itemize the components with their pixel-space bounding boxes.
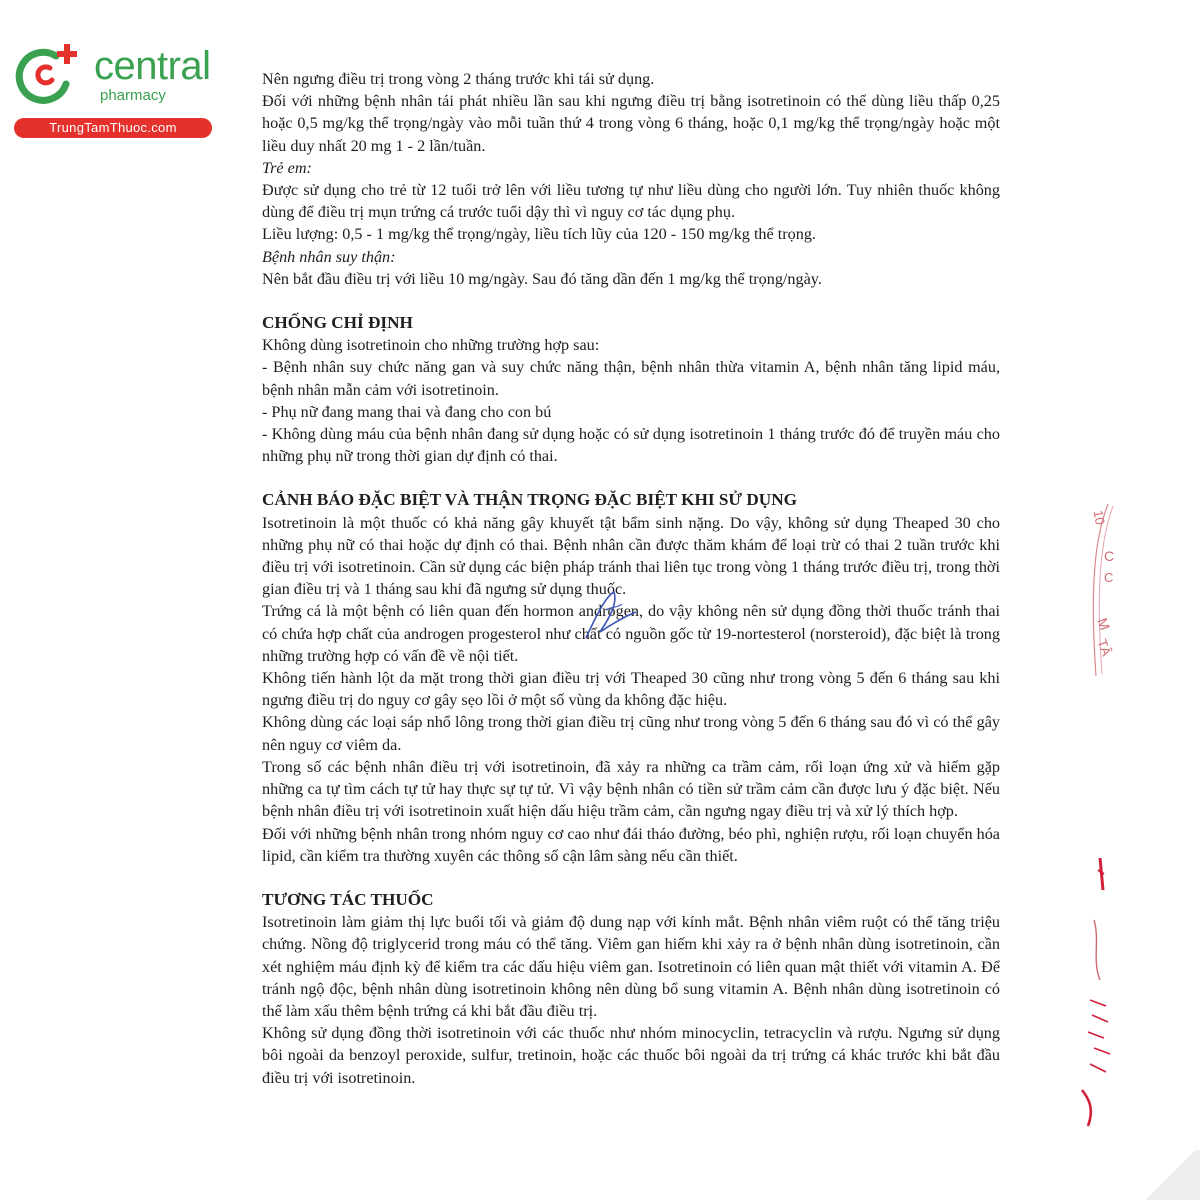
stamp-fragment: TÂ [1094,637,1115,658]
logo-site-url[interactable]: TrungTamThuoc.com [14,118,212,138]
dosage-paragraph: Nên ngưng điều trị trong vòng 2 tháng trước khi tái sử dụng. [262,70,655,88]
stamp-ring-edge [1078,500,1118,680]
stamp-fragment: C [1104,570,1114,585]
signature-mark [578,586,642,644]
dosage-paragraph: Đối với những bệnh nhân tái phát nhiều lần sau khi ngưng điều trị bằng isotretinoin có thể dùng liều thấp 0,25 hoặc 0,5 mg/kg thể trọng/ngày vào mỗi tuần thứ 4 trong vòng 6 tháng, hoặc 0,1 mg/kg thể trọng/ngày hoặc một liều duy nhất 20 mg 1 - 2 lần/tuần. [262,92,1000,155]
children-dosage-paragraph: Liều lượng: 0,5 - 1 mg/kg thể trọng/ngày, liều tích lũy của 120 - 150 mg/kg thể trọng. [262,225,816,244]
warnings-paragraph: Isotretinoin là một thuốc có khả năng gây khuyết tật bẩm sinh nặng. Do vậy, không sử dụng Theaped 30 cho những phụ nữ có thai hoặc dự định có thai. Bệnh nhân cần được thăm khám để loại trừ có thai 2 tuần trước khi điều trị với isotretinoin. Cần sử dụng các biện pháp tránh thai liên tục trong vòng 1 tháng trước điều trị, trong thời gian điều trị và 1 tháng sau khi đã ngưng sử dụng thuốc. [262,513,1000,599]
renal-subheading: Bệnh nhân suy thận: [262,247,396,266]
contraindication-item: - Bệnh nhân suy chức năng gan và suy chức năng thận, bệnh nhân thừa vitamin A, bệnh nhân tăng lipid máu, bệnh nhân mẫn cảm với isotretinoin. [262,358,1000,399]
contraindications-intro: Không dùng isotretinoin cho những trường hợp sau: [262,336,600,355]
document-body [262,68,1000,1089]
stamp-fragment: 10 [1090,509,1108,526]
renal-paragraph: Nên bắt đầu điều trị với liều 10 mg/ngày. Sau đó tăng dần đến 1 mg/kg thể trọng/ngày. [262,269,822,288]
contraindication-item: - Phụ nữ đang mang thai và đang cho con bú [262,402,552,421]
page-corner-shadow [1130,1150,1200,1200]
warnings-paragraph: Không tiến hành lột da mặt trong thời gian điều trị với Theaped 30 cũng như trong vòng 5 đến 6 tháng sau khi ngưng điều trị do nguy cơ gây sẹo lồi ở một số vùng da không đặc hiệu. [262,669,1000,710]
logo-brand-name: central [94,44,211,88]
central-pharmacy-logo[interactable] [12,38,212,138]
red-stamp-smudge [1070,850,1120,1140]
interactions-paragraph: Không sử dụng đồng thời isotretinoin với các thuốc như nhóm minocyclin, tetracyclin và rượu. Ngưng sử dụng bôi ngoài da benzoyl peroxide, sulfur, tretinoin, hoặc các thuốc bôi ngoài da trị trứng cá khác trước khi bắt đầu điều trị với isotretinoin. [262,1024,1000,1087]
warnings-heading: CẢNH BÁO ĐẶC BIỆT VÀ THẬN TRỌNG ĐẶC BIỆT KHI SỬ DỤNG [262,490,797,510]
warnings-paragraph: Trong số các bệnh nhân điều trị với isotretinoin, đã xảy ra những ca trầm cảm, rối loạn ứng xử và hiếm gặp những ca tự tìm cách tự tử hay thực sự tự tử. Vì vậy bệnh nhân có tiền sử trầm cảm cần được lưu ý đặc biệt. Nếu bệnh nhân điều trị với isotretinoin xuất hiện dấu hiệu trầm cảm, cần ngưng ngay điều trị và xử lý thích hợp. [262,757,1000,821]
interactions-paragraph: Isotretinoin làm giảm thị lực buổi tối và giảm độ dung nạp với kính mắt. Bệnh nhân viêm ruột có thể tăng triệu chứng. Nồng độ triglycerid trong máu có thể tăng. Viêm gan hiếm khi xảy ra ở bệnh nhân dùng isotretinoin, cần xét nghiệm máu định kỳ để kiểm tra các dấu hiệu viêm gan. Isotretinoin có liên quan mật thiết với vitamin A. Để tránh ngộ độc, bệnh nhân dùng isotretinoin không nên dùng bổ sung vitamin A. Bệnh nhân dùng isotretinoin có thể làm xấu thêm bệnh trứng cá khi bắt đầu điều trị. [262,913,1000,1020]
warnings-paragraph: Không dùng các loại sáp nhổ lông trong thời gian điều trị cũng như trong vòng 5 đến 6 tháng sau đó vì có thể gây nên nguy cơ viêm da. [262,713,1000,754]
contraindication-item: - Không dùng máu của bệnh nhân đang sử dụng hoặc có sử dụng isotretinoin 1 tháng trước đó để truyền máu cho những phụ nữ trong thời gian dự định có thai. [262,425,1000,466]
children-subheading: Trẻ em: [262,158,312,177]
pharmacy-logo-icon [12,38,82,108]
stamp-fragment: M [1094,615,1114,633]
contraindications-heading: CHỐNG CHỈ ĐỊNH [262,313,413,333]
children-paragraph: Được sử dụng cho trẻ từ 12 tuổi trở lên với liều tương tự như liều dùng cho người lớn. Tuy nhiên thuốc không dùng để điều trị mụn trứng cá trước tuổi dậy thì vì nguy cơ tác dụng phụ. [262,181,1000,222]
interactions-heading: TƯƠNG TÁC THUỐC [262,889,434,909]
logo-subtitle: pharmacy [100,87,166,104]
stamp-fragment: C [1104,548,1115,564]
warnings-paragraph: Trứng cá là một bệnh có liên quan đến hormon androgen, do vậy không nên sử dụng đồng thời thuốc tránh thai có chứa hợp chất của androgen progesterol như chất có nguồn gốc từ 19-nortesterol (norsteroid), đặc biệt là trong những trường hợp có vấn đề về nội tiết. [262,602,1000,665]
warnings-paragraph: Đối với những bệnh nhân trong nhóm nguy cơ cao như đái tháo đường, béo phì, nghiện rượu, rối loạn chuyển hóa lipid, cần kiểm tra thường xuyên các thông số cận lâm sàng nếu cần thiết. [262,824,1000,865]
